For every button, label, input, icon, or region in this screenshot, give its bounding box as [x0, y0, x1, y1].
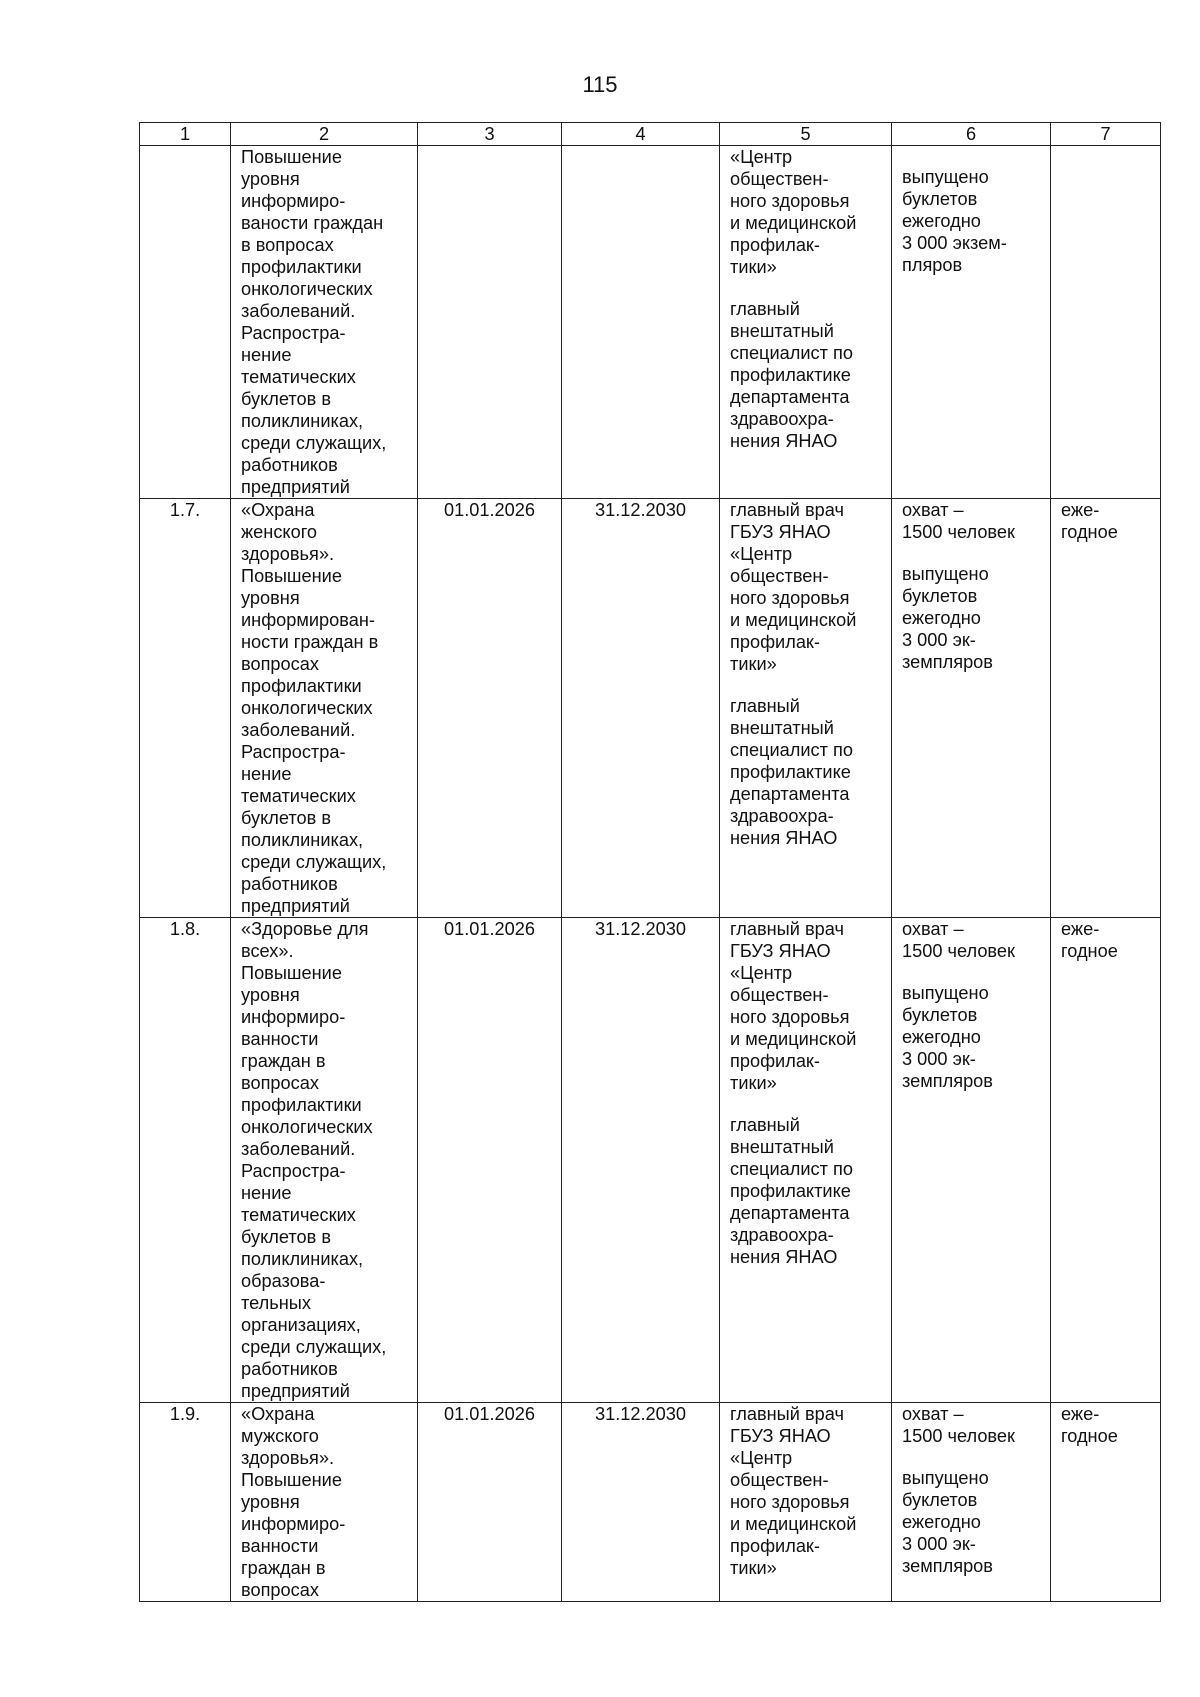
event-name-line: поликлиниках, [241, 830, 364, 850]
event-name-line: поликлиниках, [241, 1249, 364, 1269]
event-name-line: нение [241, 345, 292, 365]
responsible-line: «Центр [730, 963, 793, 983]
end-date-cell: 31.12.2030 [562, 918, 720, 1403]
event-name-line: онкологических [241, 698, 373, 718]
responsible-line: департамента [730, 784, 850, 804]
event-name-line: вопросах [241, 1580, 319, 1600]
event-name-line: нение [241, 764, 292, 784]
result-line: 3 000 экзем- [902, 233, 1007, 253]
page-number: 115 [582, 72, 618, 97]
result-line: буклетов [902, 586, 978, 606]
responsible-cell [720, 146, 892, 499]
result-line: охват – [902, 1404, 964, 1424]
row-number-cell [140, 146, 231, 499]
responsible-line: тики» [730, 654, 777, 674]
event-name-line: профилактики [241, 1095, 362, 1115]
responsible-cell [720, 918, 892, 1403]
responsible-line: главный [730, 1115, 800, 1135]
event-name-line: ванности [241, 1536, 319, 1556]
responsible-line: профилактике [730, 1181, 851, 1201]
table-row [140, 1403, 1161, 1602]
event-name-line: тематических [241, 786, 356, 806]
result-line: буклетов [902, 1490, 978, 1510]
event-name-line: уровня [241, 169, 300, 189]
event-name-line: среди служащих, [241, 433, 387, 453]
column-header: 4 [562, 123, 720, 146]
start-date-cell: 01.01.2026 [418, 499, 562, 918]
event-name-line: онкологических [241, 1117, 373, 1137]
result-line: земпляров [902, 652, 993, 672]
table-header-row [140, 123, 1161, 146]
responsible-line: здравоохра- [730, 409, 834, 429]
paragraph-gap [902, 146, 1040, 166]
responsible-line: профилак- [730, 235, 820, 255]
result-line: буклетов [902, 1005, 978, 1025]
result-line: выпущено [902, 1468, 989, 1488]
responsible-line: главный [730, 299, 800, 319]
event-name-line: Распростра- [241, 742, 346, 762]
event-name-line: заболеваний. [241, 301, 356, 321]
event-name-line: вопросах [241, 1073, 319, 1093]
row-number-cell: 1.7. [140, 499, 231, 918]
event-name-line: предприятий [241, 1381, 350, 1401]
responsible-line: ГБУЗ ЯНАО [730, 1426, 831, 1446]
responsible-line: обществен- [730, 985, 829, 1005]
event-name-line: всех». [241, 941, 294, 961]
event-name-cell [231, 146, 418, 499]
event-name-line: уровня [241, 1492, 300, 1512]
result-line: земпляров [902, 1071, 993, 1091]
event-name-line: «Охрана [241, 1404, 315, 1424]
result-line: ежегодно [902, 608, 981, 628]
paragraph-gap [902, 962, 1040, 982]
periodicity-line: еже- [1061, 500, 1100, 520]
responsible-line: внештатный [730, 718, 834, 738]
responsible-line: специалист по [730, 343, 853, 363]
event-name-line: граждан в [241, 1558, 326, 1578]
periodicity-line: годное [1061, 941, 1118, 961]
table-row [140, 918, 1161, 1403]
event-name-line: заболеваний. [241, 1139, 356, 1159]
plan-table [139, 122, 1161, 1602]
event-name-line: профилактики [241, 676, 362, 696]
responsible-line: обществен- [730, 169, 829, 189]
responsible-line: внештатный [730, 321, 834, 341]
event-name-line: «Здоровье для [241, 919, 369, 939]
periodicity-line: еже- [1061, 1404, 1100, 1424]
responsible-line: и медицинской [730, 610, 857, 630]
event-name-line: тематических [241, 1205, 356, 1225]
result-line: ежегодно [902, 1027, 981, 1047]
responsible-line: главный врач [730, 919, 844, 939]
result-cell [892, 499, 1051, 918]
event-name-line: «Охрана [241, 500, 315, 520]
periodicity-line: годное [1061, 522, 1118, 542]
responsible-line: департамента [730, 387, 850, 407]
result-line: буклетов [902, 189, 978, 209]
event-name-line: заболеваний. [241, 720, 356, 740]
event-name-line: буклетов в [241, 389, 332, 409]
row-number-cell: 1.8. [140, 918, 231, 1403]
event-name-line: информиро- [241, 1514, 346, 1534]
column-header: 7 [1051, 123, 1161, 146]
result-line: пляров [902, 255, 963, 275]
end-date-cell: 31.12.2030 [562, 1403, 720, 1602]
event-name-line: здоровья». [241, 1448, 335, 1468]
result-line: охват – [902, 919, 964, 939]
column-header: 6 [892, 123, 1051, 146]
result-line: 1500 человек [902, 941, 1015, 961]
event-name-line: здоровья». [241, 544, 335, 564]
event-name-cell [231, 499, 418, 918]
result-line: 3 000 эк- [902, 630, 976, 650]
event-name-line: граждан в [241, 1051, 326, 1071]
responsible-line: ного здоровья [730, 191, 850, 211]
event-name-line: тематических [241, 367, 356, 387]
event-name-line: предприятий [241, 477, 350, 497]
responsible-line: ГБУЗ ЯНАО [730, 522, 831, 542]
event-name-line: среди служащих, [241, 1337, 387, 1357]
responsible-line: специалист по [730, 1159, 853, 1179]
responsible-line: «Центр [730, 544, 793, 564]
event-name-line: в вопросах [241, 235, 334, 255]
event-name-line: уровня [241, 588, 300, 608]
column-header: 1 [140, 123, 231, 146]
responsible-line: профилактике [730, 762, 851, 782]
end-date-cell [562, 146, 720, 499]
paragraph-gap [902, 543, 1040, 563]
result-line: 1500 человек [902, 522, 1015, 542]
event-name-cell [231, 1403, 418, 1602]
responsible-line: «Центр [730, 1448, 793, 1468]
responsible-line: главный врач [730, 500, 844, 520]
event-name-line: Распростра- [241, 1161, 346, 1181]
event-name-line: информирован- [241, 610, 375, 630]
responsible-line: специалист по [730, 740, 853, 760]
event-name-line: буклетов в [241, 808, 332, 828]
event-name-line: Повышение [241, 147, 342, 167]
responsible-line: ного здоровья [730, 1007, 850, 1027]
responsible-line: главный [730, 696, 800, 716]
responsible-line: профилак- [730, 1051, 820, 1071]
periodicity-cell [1051, 918, 1161, 1403]
responsible-line: профилак- [730, 632, 820, 652]
responsible-line: «Центр [730, 147, 793, 167]
responsible-line: главный врач [730, 1404, 844, 1424]
result-line: земпляров [902, 1556, 993, 1576]
column-header: 5 [720, 123, 892, 146]
responsible-line: департамента [730, 1203, 850, 1223]
event-name-line: ности граждан в [241, 632, 379, 652]
event-name-line: Распростра- [241, 323, 346, 343]
responsible-line: внештатный [730, 1137, 834, 1157]
responsible-line: и медицинской [730, 213, 857, 233]
column-header: 3 [418, 123, 562, 146]
event-name-line: ваности граждан [241, 213, 384, 233]
result-line: охват – [902, 500, 964, 520]
event-name-line: нение [241, 1183, 292, 1203]
responsible-line: здравоохра- [730, 806, 834, 826]
result-line: выпущено [902, 983, 989, 1003]
event-name-line: работников [241, 1359, 338, 1379]
result-line: ежегодно [902, 1512, 981, 1532]
event-name-line: информиро- [241, 1007, 346, 1027]
event-name-line: работников [241, 874, 338, 894]
result-cell [892, 146, 1051, 499]
periodicity-cell [1051, 146, 1161, 499]
event-name-cell [231, 918, 418, 1403]
responsible-line: здравоохра- [730, 1225, 834, 1245]
responsible-line: нения ЯНАО [730, 828, 838, 848]
result-line: 3 000 эк- [902, 1049, 976, 1069]
responsible-line: профилак- [730, 1536, 820, 1556]
row-number-cell: 1.9. [140, 1403, 231, 1602]
table-row [140, 146, 1161, 499]
event-name-line: предприятий [241, 896, 350, 916]
event-name-line: женского [241, 522, 318, 542]
responsible-cell [720, 1403, 892, 1602]
event-name-line: уровня [241, 985, 300, 1005]
event-name-line: онкологических [241, 279, 373, 299]
responsible-line: и медицинской [730, 1514, 857, 1534]
responsible-line: нения ЯНАО [730, 1247, 838, 1267]
event-name-line: Повышение [241, 963, 342, 983]
paragraph-gap [730, 675, 881, 695]
event-name-line: Повышение [241, 566, 342, 586]
paragraph-gap [730, 1094, 881, 1114]
paragraph-gap [730, 278, 881, 298]
responsible-line: ного здоровья [730, 588, 850, 608]
event-name-line: информиро- [241, 191, 346, 211]
result-line: выпущено [902, 167, 989, 187]
event-name-line: организациях, [241, 1315, 361, 1335]
event-name-line: профилактики [241, 257, 362, 277]
result-line: 3 000 эк- [902, 1534, 976, 1554]
event-name-line: вопросах [241, 654, 319, 674]
column-header: 2 [231, 123, 418, 146]
responsible-line: тики» [730, 257, 777, 277]
result-line: 1500 человек [902, 1426, 1015, 1446]
event-name-line: мужского [241, 1426, 319, 1446]
start-date-cell [418, 146, 562, 499]
responsible-line: ного здоровья [730, 1492, 850, 1512]
event-name-line: поликлиниках, [241, 411, 364, 431]
periodicity-line: еже- [1061, 919, 1100, 939]
event-name-line: Повышение [241, 1470, 342, 1490]
event-name-line: тельных [241, 1293, 311, 1313]
responsible-line: обществен- [730, 566, 829, 586]
event-name-line: образова- [241, 1271, 326, 1291]
paragraph-gap [902, 1447, 1040, 1467]
end-date-cell: 31.12.2030 [562, 499, 720, 918]
event-name-line: ванности [241, 1029, 319, 1049]
start-date-cell: 01.01.2026 [418, 918, 562, 1403]
responsible-line: и медицинской [730, 1029, 857, 1049]
periodicity-line: годное [1061, 1426, 1118, 1446]
result-line: ежегодно [902, 211, 981, 231]
responsible-line: тики» [730, 1073, 777, 1093]
result-line: выпущено [902, 564, 989, 584]
result-cell [892, 918, 1051, 1403]
periodicity-cell [1051, 499, 1161, 918]
responsible-line: обществен- [730, 1470, 829, 1490]
event-name-line: среди служащих, [241, 852, 387, 872]
event-name-line: работников [241, 455, 338, 475]
responsible-line: профилактике [730, 365, 851, 385]
periodicity-cell [1051, 1403, 1161, 1602]
start-date-cell: 01.01.2026 [418, 1403, 562, 1602]
responsible-cell [720, 499, 892, 918]
result-cell [892, 1403, 1051, 1602]
responsible-line: ГБУЗ ЯНАО [730, 941, 831, 961]
responsible-line: тики» [730, 1558, 777, 1578]
event-name-line: буклетов в [241, 1227, 332, 1247]
table-row [140, 499, 1161, 918]
responsible-line: нения ЯНАО [730, 431, 838, 451]
